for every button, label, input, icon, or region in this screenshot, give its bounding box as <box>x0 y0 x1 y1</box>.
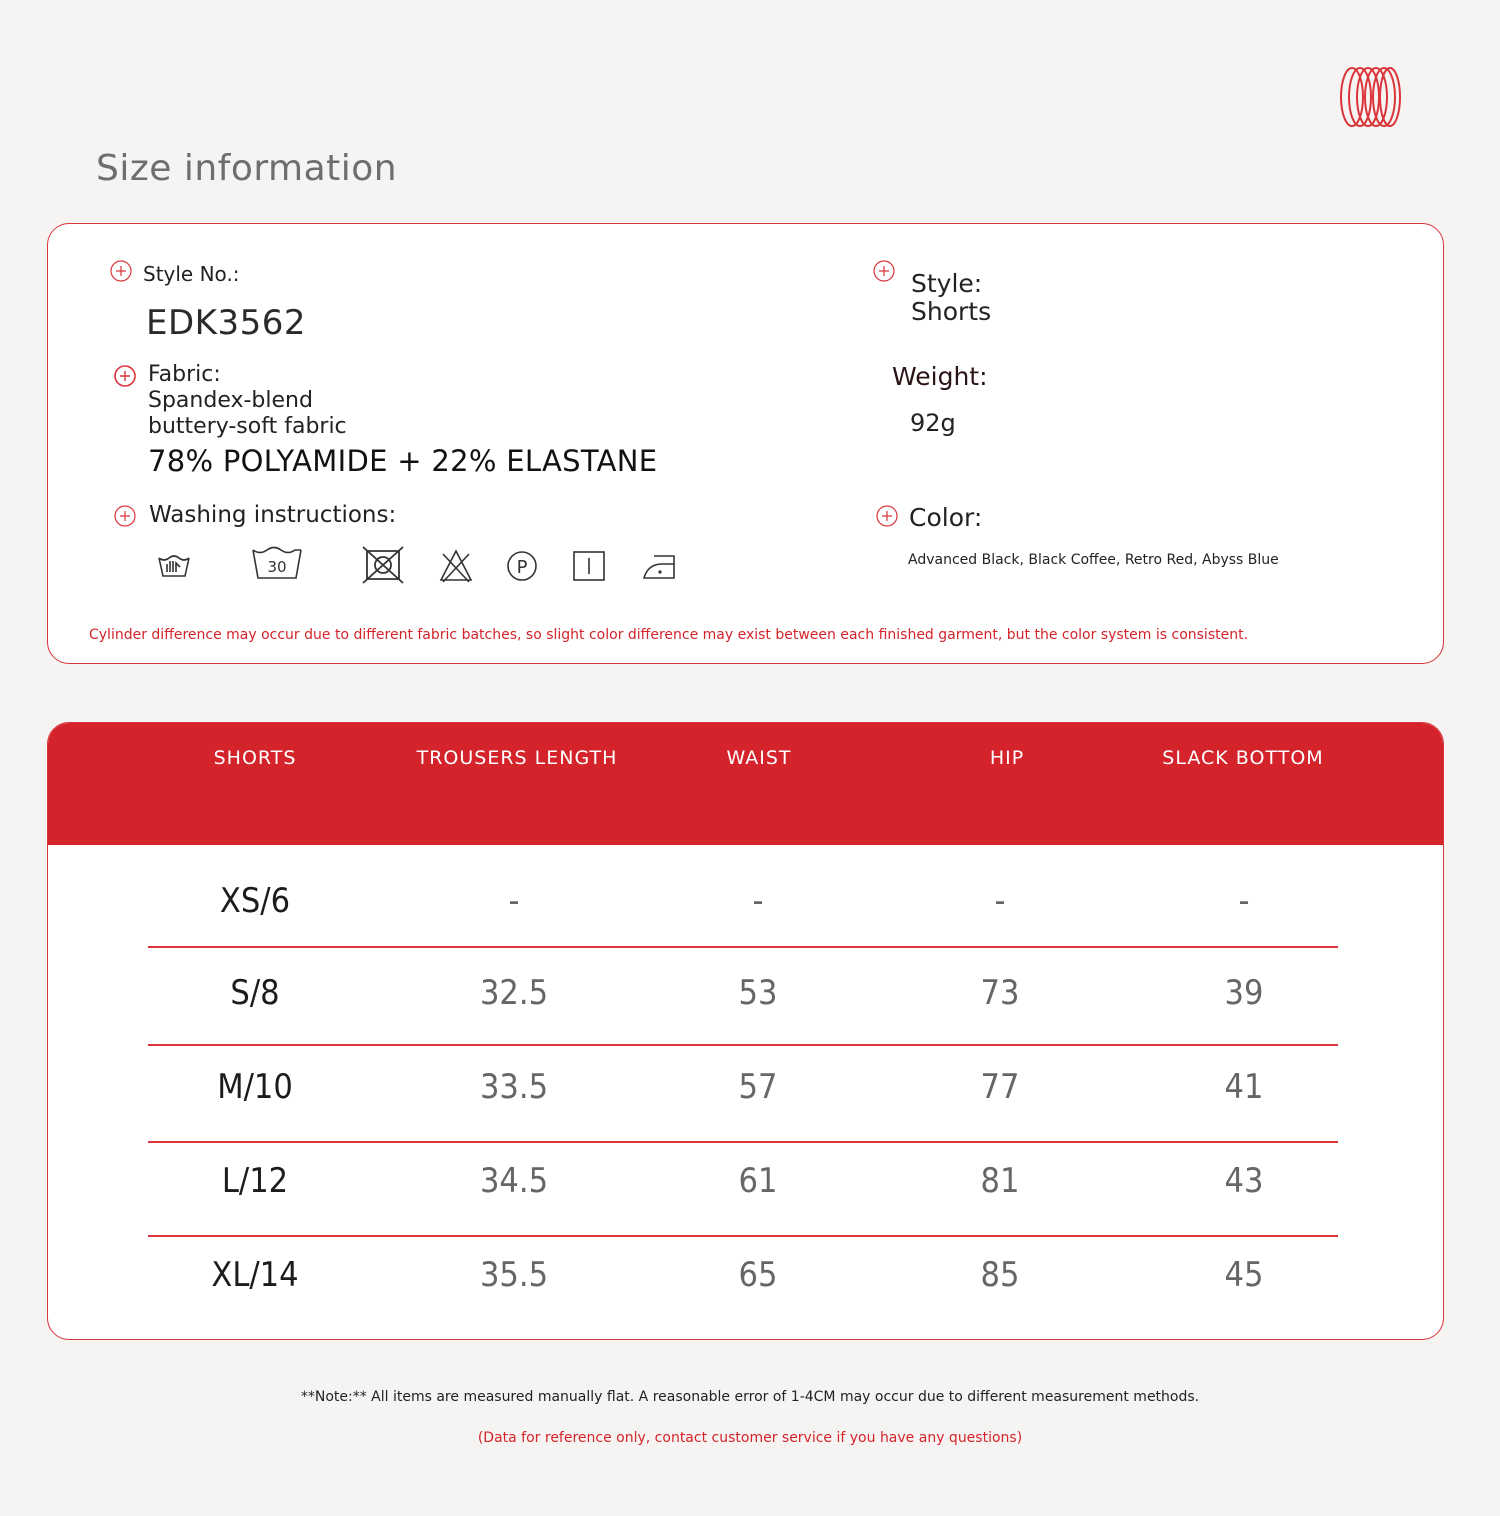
color-value: Advanced Black, Black Coffee, Retro Red, Abyss Blue <box>908 552 1279 568</box>
wash-30-icon <box>250 546 304 582</box>
style-no-value: EDK3562 <box>146 303 306 343</box>
line-dry-icon <box>569 546 609 586</box>
waist-cell: 61 <box>738 1161 778 1201</box>
fabric-composition: 78% POLYAMIDE + 22% ELASTANE <box>148 444 658 478</box>
waist-cell: 65 <box>738 1255 778 1295</box>
plus-circle-icon <box>114 365 136 387</box>
style-value: Shorts <box>911 297 992 326</box>
size-cell: M/10 <box>217 1067 293 1107</box>
washing-label: Washing instructions: <box>149 502 397 528</box>
col-header-waist: WAIST <box>726 747 792 769</box>
no-bleach-icon <box>436 546 476 586</box>
page-title: Size information <box>96 148 398 189</box>
plus-circle-icon <box>114 505 136 527</box>
slack-bottom-cell: 41 <box>1224 1067 1264 1107</box>
col-header-trousers-length: TROUSERS LENGTH <box>416 747 618 769</box>
hip-cell: 73 <box>980 973 1020 1013</box>
no-tumble-dry-icon <box>361 545 405 585</box>
size-cell: L/12 <box>221 1161 289 1201</box>
color-disclaimer: Cylinder difference may occur due to different fabric batches, so slight color difference may exist between each finished garment, but the color system is consistent. <box>89 627 1249 643</box>
hand-wash-icon <box>154 546 194 586</box>
table-row <box>48 1049 1443 1141</box>
measurement-note: **Note:** All items are measured manually flat. A reasonable error of 1-4CM may occur due to different measurement methods. <box>300 1389 1200 1405</box>
slack-bottom-cell: 45 <box>1224 1255 1264 1295</box>
plus-circle-icon <box>876 505 898 527</box>
size-cell: S/8 <box>230 973 280 1013</box>
style-label: Style: <box>911 269 983 298</box>
trousers-length-cell: 34.5 <box>479 1161 549 1201</box>
trousers-length-cell: 35.5 <box>479 1255 549 1295</box>
hip-cell: 81 <box>980 1161 1020 1201</box>
waist-cell: 57 <box>738 1067 778 1107</box>
trousers-length-cell: - <box>508 881 520 921</box>
fabric-desc-line1: Spandex-blend <box>148 388 313 413</box>
col-header-slack-bottom: SLACK BOTTOM <box>1162 747 1324 769</box>
plus-circle-icon <box>873 260 895 282</box>
table-row <box>48 1143 1443 1235</box>
waist-cell: 53 <box>738 973 778 1013</box>
trousers-length-cell: 33.5 <box>479 1067 549 1107</box>
color-label: Color: <box>909 503 983 532</box>
dry-clean-p-icon <box>502 546 542 586</box>
hip-cell: 85 <box>980 1255 1020 1295</box>
row-divider <box>148 946 1338 948</box>
fabric-desc-line2: buttery-soft fabric <box>148 414 347 439</box>
brand-rings-icon <box>1338 64 1402 130</box>
table-row <box>48 863 1443 955</box>
size-cell: XL/14 <box>211 1255 299 1295</box>
table-row <box>48 1237 1443 1329</box>
size-table <box>47 722 1444 1340</box>
hip-cell: 77 <box>980 1067 1020 1107</box>
size-cell: XS/6 <box>219 881 291 921</box>
row-divider <box>148 1044 1338 1046</box>
style-no-label: Style No.: <box>143 262 240 286</box>
weight-label: Weight: <box>892 362 988 391</box>
hip-cell: - <box>994 881 1006 921</box>
slack-bottom-cell: - <box>1238 881 1250 921</box>
col-header-shorts: SHORTS <box>213 747 297 769</box>
slack-bottom-cell: 43 <box>1224 1161 1264 1201</box>
trousers-length-cell: 32.5 <box>479 973 549 1013</box>
reference-note: (Data for reference only, contact customer service if you have any questions) <box>477 1430 1023 1446</box>
table-header <box>48 723 1443 845</box>
waist-cell: - <box>752 881 764 921</box>
svg-text:30: 30 <box>267 558 287 576</box>
fabric-label: Fabric: <box>148 362 221 387</box>
table-row <box>48 955 1443 1047</box>
iron-icon <box>640 546 680 586</box>
svg-text:P: P <box>516 557 528 578</box>
col-header-hip: HIP <box>989 747 1025 769</box>
plus-circle-icon <box>110 260 132 282</box>
slack-bottom-cell: 39 <box>1224 973 1264 1013</box>
weight-value: 92g <box>910 409 956 437</box>
